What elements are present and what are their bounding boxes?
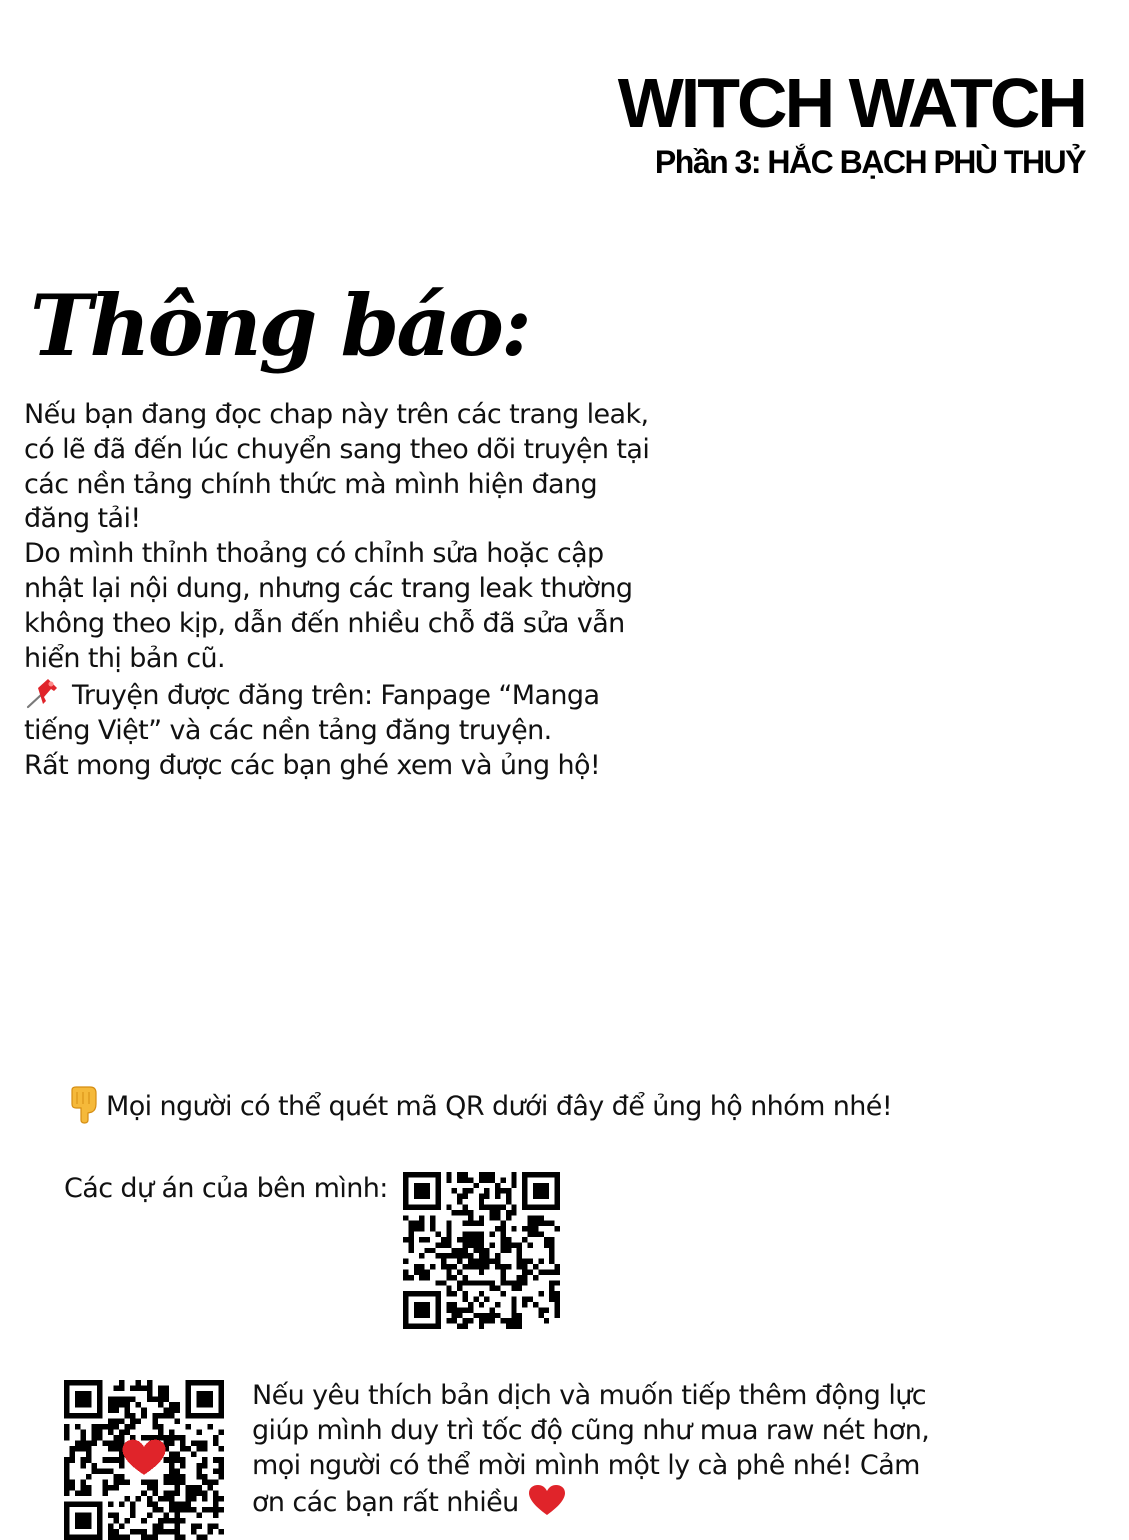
projects-label: Các dự án của bên mình: <box>64 1173 388 1204</box>
qr-heart-icon <box>122 1440 165 1475</box>
notice-pin-text: Truyện được đăng trên: Fanpage “Manga <box>72 680 600 712</box>
pushpin-icon <box>24 676 64 710</box>
coffee-qr-code[interactable] <box>64 1380 224 1540</box>
notice-pin-line <box>24 676 704 714</box>
coffee-line: giúp mình duy trì tốc độ cũng như mua raw nét hơn, <box>252 1415 930 1446</box>
heart-icon <box>527 1483 567 1517</box>
coffee-message <box>252 1378 952 1520</box>
notice-line: nhật lại nội dung, nhưng các trang leak thường <box>24 572 633 604</box>
notice-line: tiếng Việt” và các nền tảng đăng truyện. <box>24 715 552 747</box>
notice-line: các nền tảng chính thức mà mình hiện đang <box>24 468 597 500</box>
notice-heading: Thông báo: <box>30 276 529 375</box>
projects-qr-code[interactable] <box>403 1172 560 1329</box>
pointing-down-icon <box>66 1086 102 1124</box>
notice-line: Rất mong được các bạn ghé xem và ủng hộ! <box>24 749 601 781</box>
notice-line: hiển thị bản cũ. <box>24 642 226 674</box>
notice-line: không theo kịp, dẫn đến nhiều chỗ đã sửa vẫn <box>24 607 625 639</box>
coffee-line: Nếu yêu thích bản dịch và muốn tiếp thêm động lực <box>252 1380 926 1411</box>
notice-line: đăng tải! <box>24 503 141 535</box>
series-subtitle: Phần 3: HẮC BẠCH PHÙ THUỶ <box>654 144 1085 180</box>
notice-line: Nếu bạn đang đọc chap này trên các trang leak, <box>24 399 649 430</box>
coffee-last-text: ơn các bạn rất nhiều <box>252 1487 519 1518</box>
qr-prompt <box>66 1086 892 1126</box>
notice-line: có lẽ đã đến lúc chuyển sang theo dõi truyện tại <box>24 433 650 465</box>
coffee-line: mọi người có thể mời mình một ly cà phê nhé! Cảm <box>252 1450 920 1481</box>
notice-line: Do mình thỉnh thoảng có chỉnh sửa hoặc cập <box>24 538 604 570</box>
series-title: WITCH WATCH <box>617 64 1085 142</box>
notice-body <box>24 398 704 784</box>
qr-prompt-text: Mọi người có thể quét mã QR dưới đây để ủng hộ nhóm nhé! <box>106 1091 893 1122</box>
coffee-last-line <box>252 1483 952 1520</box>
